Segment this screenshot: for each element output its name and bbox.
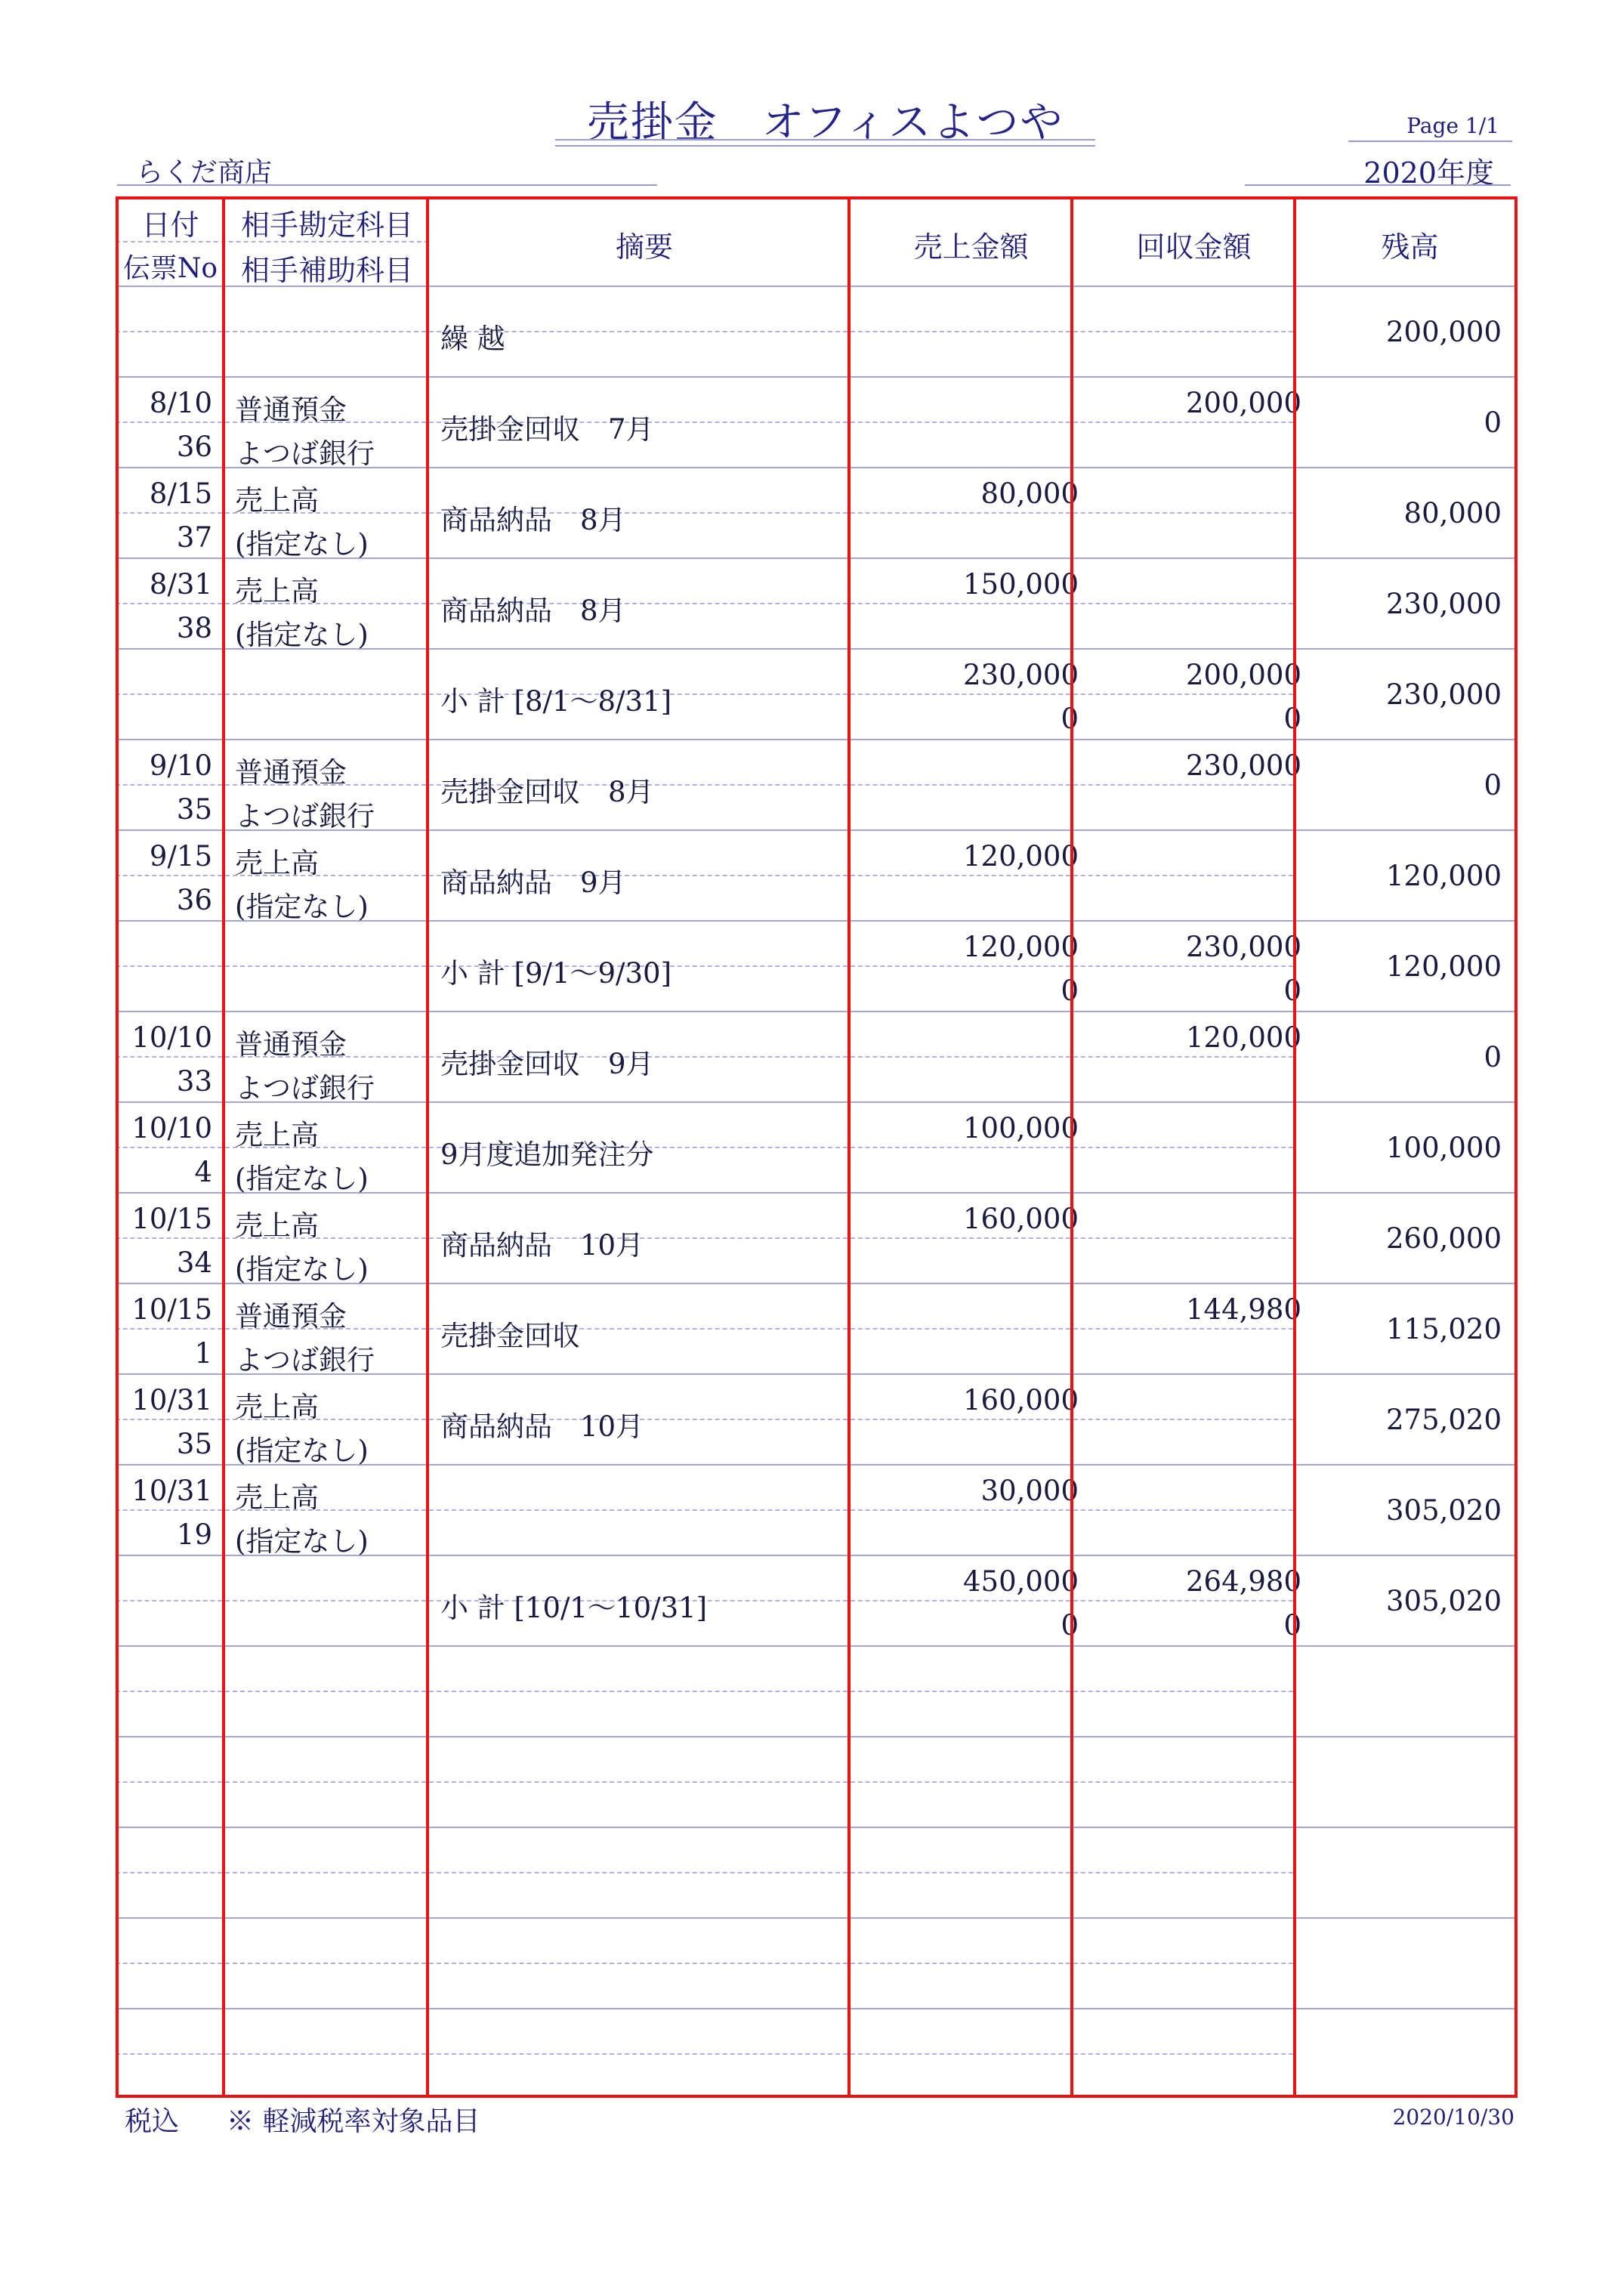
balance: 120,000 <box>1385 950 1502 983</box>
description: 商品納品 9月 <box>440 866 626 899</box>
divider-date <box>222 196 225 2095</box>
sub-account: よつば銀行 <box>235 1072 375 1104</box>
sub-account: よつば銀行 <box>235 1344 375 1376</box>
page-number-underline <box>1348 141 1512 142</box>
header-date: 日付 <box>141 208 199 242</box>
sales-amount: 100,000 <box>962 1112 1079 1144</box>
counter-account: 売上高 <box>235 1119 319 1151</box>
divider-sales <box>1070 196 1073 2095</box>
header-sales: 売上金額 <box>913 230 1029 264</box>
sales-amount: 30,000 <box>980 1475 1079 1507</box>
header-account: 相手勘定科目 <box>240 208 413 242</box>
sub-account: (指定なし) <box>235 1435 369 1467</box>
collection-tax-amount: 0 <box>1283 703 1301 735</box>
sales-tax-amount: 0 <box>1061 975 1079 1007</box>
divider-description <box>848 196 851 2095</box>
sub-account: (指定なし) <box>235 1253 369 1286</box>
entry-date: 10/31 <box>131 1475 212 1507</box>
print-date: 2020/10/30 <box>1392 2105 1514 2130</box>
slip-number: 36 <box>176 884 212 916</box>
entry-date: 9/15 <box>149 840 212 873</box>
collection-amount: 200,000 <box>1185 659 1301 691</box>
balance: 305,020 <box>1385 1585 1502 1617</box>
description: 売掛金回収 9月 <box>440 1048 654 1080</box>
counter-account: 普通預金 <box>235 1028 347 1061</box>
sales-amount: 80,000 <box>980 477 1079 510</box>
title-underline <box>555 139 1095 141</box>
sub-account: (指定なし) <box>235 619 369 651</box>
company-underline <box>117 184 657 186</box>
slip-number: 35 <box>176 1428 212 1460</box>
sales-amount: 230,000 <box>962 659 1079 691</box>
entry-date: 10/10 <box>131 1112 212 1144</box>
description: 繰 越 <box>440 323 505 355</box>
sub-account: よつば銀行 <box>235 437 375 470</box>
balance: 305,020 <box>1385 1494 1502 1527</box>
sales-tax-amount: 0 <box>1061 1609 1079 1642</box>
header-slip-no: 伝票No <box>122 253 218 284</box>
collection-tax-amount: 0 <box>1283 1609 1301 1642</box>
balance: 230,000 <box>1385 678 1502 711</box>
description: 小 計 [9/1～9/30] <box>440 957 672 990</box>
collection-amount: 230,000 <box>1185 931 1301 963</box>
counter-account: 売上高 <box>235 484 319 517</box>
entry-date: 10/31 <box>131 1384 212 1416</box>
divider-account <box>426 196 429 2095</box>
balance: 260,000 <box>1385 1222 1502 1255</box>
divider-collection <box>1293 196 1296 2095</box>
sales-amount: 450,000 <box>962 1565 1079 1598</box>
sub-account: よつば銀行 <box>235 800 375 832</box>
header-description: 摘要 <box>615 230 673 264</box>
counter-account: 売上高 <box>235 1209 319 1242</box>
description: 商品納品 8月 <box>440 504 626 536</box>
slip-number: 34 <box>176 1246 212 1279</box>
footer-tax-label: 税込 <box>125 2106 180 2137</box>
sales-amount: 160,000 <box>962 1203 1079 1235</box>
slip-number: 33 <box>176 1065 212 1098</box>
slip-number: 1 <box>194 1337 212 1370</box>
slip-number: 35 <box>176 793 212 826</box>
description: 商品納品 10月 <box>440 1229 644 1262</box>
description: 9月度追加発注分 <box>440 1138 654 1171</box>
fiscal-year-underline <box>1245 184 1511 186</box>
sales-amount: 120,000 <box>962 931 1079 963</box>
header-collection: 回収金額 <box>1136 230 1252 264</box>
footer-note: ※ 軽減税率対象品目 <box>227 2106 480 2137</box>
sub-account: (指定なし) <box>235 891 369 923</box>
document-title: 売掛金 オフィスよつや <box>586 98 1064 147</box>
balance: 0 <box>1484 406 1502 439</box>
collection-amount: 120,000 <box>1185 1021 1301 1054</box>
counter-account: 売上高 <box>235 847 319 879</box>
counter-account: 普通預金 <box>235 394 347 426</box>
entry-date: 8/10 <box>149 387 212 419</box>
balance: 115,020 <box>1385 1313 1502 1345</box>
counter-account: 普通預金 <box>235 1300 347 1333</box>
sales-amount: 160,000 <box>962 1384 1079 1416</box>
slip-number: 37 <box>176 521 212 554</box>
header-balance: 残高 <box>1381 230 1439 264</box>
counter-account: 売上高 <box>235 1391 319 1423</box>
counter-account: 売上高 <box>235 1481 319 1514</box>
collection-tax-amount: 0 <box>1283 975 1301 1007</box>
description: 小 計 [10/1～10/31] <box>440 1592 708 1624</box>
description: 売掛金回収 <box>440 1320 580 1352</box>
counter-account: 普通預金 <box>235 756 347 789</box>
page-number: Page 1/1 <box>1406 113 1499 138</box>
entry-date: 10/15 <box>131 1293 212 1326</box>
slip-number: 36 <box>176 431 212 463</box>
description: 小 計 [8/1～8/31] <box>440 685 672 718</box>
title-underline-double <box>555 145 1095 147</box>
description: 商品納品 10月 <box>440 1410 644 1443</box>
balance: 100,000 <box>1385 1132 1502 1164</box>
ledger-table <box>116 196 1514 2095</box>
entry-date: 9/10 <box>149 749 212 782</box>
balance: 120,000 <box>1385 860 1502 892</box>
collection-amount: 144,980 <box>1185 1293 1301 1326</box>
description: 売掛金回収 7月 <box>440 413 654 446</box>
sub-account: (指定なし) <box>235 1163 369 1195</box>
balance: 80,000 <box>1403 497 1502 530</box>
description: 商品納品 8月 <box>440 595 626 627</box>
collection-amount: 264,980 <box>1185 1565 1301 1598</box>
header-sub-account: 相手補助科目 <box>240 254 413 287</box>
entry-date: 10/15 <box>131 1203 212 1235</box>
sales-amount: 120,000 <box>962 840 1079 873</box>
collection-amount: 230,000 <box>1185 749 1301 782</box>
slip-number: 4 <box>194 1156 212 1188</box>
entry-date: 8/31 <box>149 568 212 601</box>
red-frame <box>116 196 1517 2098</box>
sub-account: (指定なし) <box>235 1525 369 1558</box>
fiscal-year: 2020年度 <box>1363 156 1494 190</box>
balance: 275,020 <box>1385 1404 1502 1436</box>
entry-date: 8/15 <box>149 477 212 510</box>
balance: 0 <box>1484 1041 1502 1073</box>
description: 売掛金回収 8月 <box>440 776 654 808</box>
balance: 230,000 <box>1385 588 1502 620</box>
slip-number: 19 <box>176 1518 212 1551</box>
collection-amount: 200,000 <box>1185 387 1301 419</box>
counter-account: 売上高 <box>235 575 319 607</box>
sales-tax-amount: 0 <box>1061 703 1079 735</box>
entry-date: 10/10 <box>131 1021 212 1054</box>
sub-account: (指定なし) <box>235 528 369 561</box>
slip-number: 38 <box>176 612 212 644</box>
balance: 200,000 <box>1385 316 1502 348</box>
balance: 0 <box>1484 769 1502 802</box>
sales-amount: 150,000 <box>962 568 1079 601</box>
company-name: らくだ商店 <box>136 157 273 188</box>
